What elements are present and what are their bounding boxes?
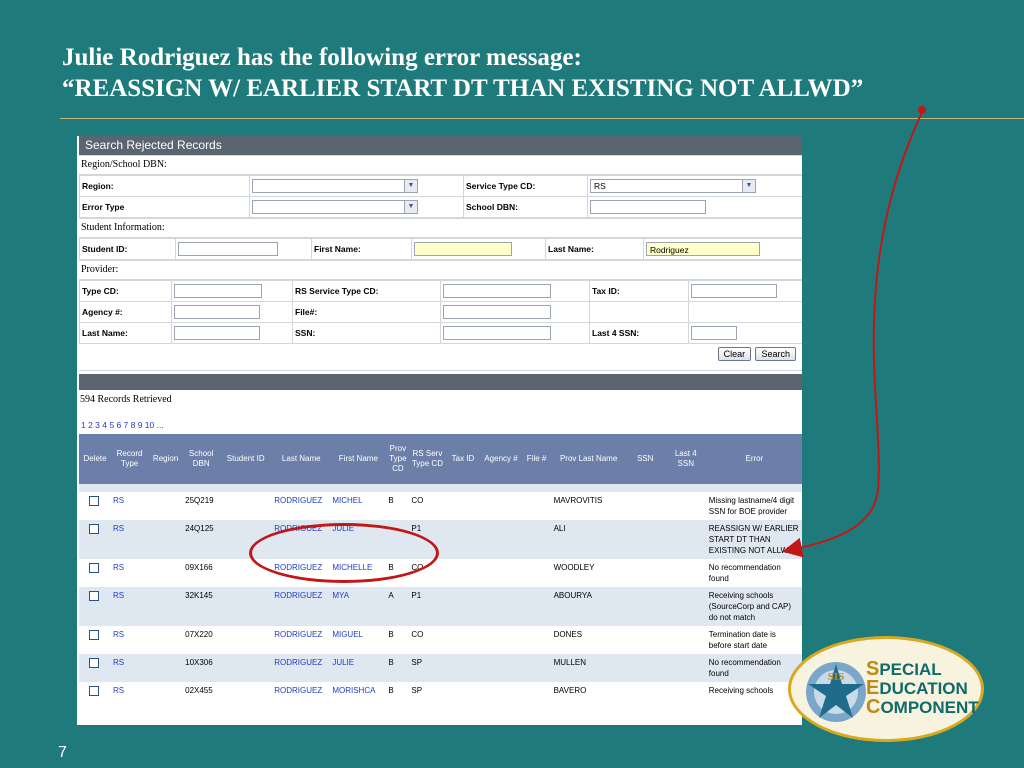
cell-error: Receiving schools <box>707 682 802 702</box>
student-id-input[interactable] <box>178 242 278 256</box>
column-header: File # <box>522 434 552 484</box>
chevron-down-icon: ▼ <box>404 180 417 192</box>
type-cd-input[interactable] <box>174 284 262 298</box>
cell-error: Missing lastname/4 digit SSN for BOE provider <box>707 492 802 520</box>
cell-last-name[interactable]: RODRIGUEZ <box>272 587 330 626</box>
cell-last4 <box>665 654 707 682</box>
delete-checkbox[interactable] <box>89 563 99 573</box>
cell-first-name[interactable]: MICHELLE <box>330 559 386 587</box>
arrow-origin-dot <box>918 106 926 114</box>
cell-ssn <box>626 559 665 587</box>
cell-record-type[interactable]: RS <box>111 682 148 702</box>
cell-region <box>148 587 183 626</box>
column-header: Prov Type CD <box>386 434 409 484</box>
cell-first-name[interactable]: MORISHCA <box>330 682 386 702</box>
cell-region <box>148 520 183 559</box>
cell-school-dbn: 07X220 <box>183 626 219 654</box>
results-divider-bar <box>79 374 802 390</box>
student-form <box>79 238 802 260</box>
delete-checkbox[interactable] <box>89 686 99 696</box>
cell-record-type[interactable]: RS <box>111 520 148 559</box>
cell-tax-id <box>445 520 480 559</box>
file-label: File#: <box>293 302 441 323</box>
column-header: SSN <box>626 434 665 484</box>
cell-student-id <box>219 587 272 626</box>
cell-agency <box>481 559 522 587</box>
chevron-down-icon: ▼ <box>742 180 755 192</box>
service-type-label: Service Type CD: <box>464 176 588 197</box>
cell-tax-id <box>445 626 480 654</box>
arrow-curve <box>790 112 922 550</box>
cell-ssn <box>626 682 665 702</box>
cell-file <box>522 626 552 654</box>
cell-agency <box>481 626 522 654</box>
student-id-label: Student ID: <box>80 239 176 260</box>
last-name-label: Last Name: <box>546 239 644 260</box>
column-header: Tax ID <box>445 434 480 484</box>
region-label: Region: <box>80 176 250 197</box>
first-name-input[interactable] <box>414 242 512 256</box>
search-button[interactable]: Search <box>755 347 796 361</box>
results-header-row <box>79 434 802 484</box>
cell-school-dbn: 32K145 <box>183 587 219 626</box>
last4-ssn-input[interactable] <box>691 326 737 340</box>
cell-last4 <box>665 587 707 626</box>
cell-file <box>522 520 552 559</box>
cell-rs-serv: P1 <box>409 587 445 626</box>
panel-title: Search Rejected Records <box>79 136 802 155</box>
type-cd-label: Type CD: <box>80 281 172 302</box>
cell-last4 <box>665 520 707 559</box>
cell-prov-last: ABOURYA <box>552 587 626 626</box>
cell-student-id <box>219 492 272 520</box>
agency-label: Agency #: <box>80 302 172 323</box>
service-type-select[interactable]: RS ▼ <box>590 179 756 193</box>
cell-first-name[interactable]: JULIE <box>330 520 386 559</box>
cell-prov-last: DONES <box>552 626 626 654</box>
cell-last-name[interactable]: RODRIGUEZ <box>272 520 330 559</box>
cell-student-id <box>219 654 272 682</box>
cell-agency <box>481 492 522 520</box>
button-row <box>79 344 802 371</box>
logo-wordmark: SPECIAL EDUCATION COMPONENT <box>866 658 979 718</box>
cell-prov-last: WOODLEY <box>552 559 626 587</box>
cell-record-type[interactable]: RS <box>111 559 148 587</box>
cell-tax-id <box>445 654 480 682</box>
star-emblem-icon <box>802 658 870 726</box>
table-row <box>79 492 802 520</box>
cell-ssn <box>626 492 665 520</box>
rs-service-type-label: RS Service Type CD: <box>293 281 441 302</box>
cell-agency <box>481 682 522 702</box>
cell-school-dbn: 09X166 <box>183 559 219 587</box>
first-name-label: First Name: <box>312 239 412 260</box>
cell-rs-serv: P1 <box>409 520 445 559</box>
table-row <box>79 654 802 682</box>
chevron-down-icon: ▼ <box>404 201 417 213</box>
column-header: Prov Last Name <box>552 434 626 484</box>
cell-tax-id <box>445 559 480 587</box>
cell-prov-last: MULLEN <box>552 654 626 682</box>
column-header: Region <box>148 434 183 484</box>
cell-region <box>148 492 183 520</box>
ssn-label: SSN: <box>293 323 441 344</box>
table-spacer-row <box>79 484 802 492</box>
cell-prov-type: B <box>386 682 409 702</box>
cell-tax-id <box>445 587 480 626</box>
student-section-label: Student Information: <box>79 218 802 238</box>
delete-checkbox[interactable] <box>89 658 99 668</box>
results-table <box>79 434 802 702</box>
cell-last4 <box>665 682 707 702</box>
cell-rs-serv: SP <box>409 682 445 702</box>
cell-region <box>148 626 183 654</box>
page-number: 7 <box>58 744 67 761</box>
highlight-ellipse <box>249 523 439 583</box>
slide-title-line-1: Julie Rodriguez has the following error message: <box>62 44 582 71</box>
cell-ssn <box>626 654 665 682</box>
cell-first-name[interactable]: JULIE <box>330 654 386 682</box>
cell-ssn <box>626 626 665 654</box>
column-header: First Name <box>330 434 386 484</box>
column-header: Delete <box>79 434 111 484</box>
error-type-select[interactable] <box>252 200 418 214</box>
cell-error: REASSIGN W/ EARLIER START DT THAN EXISTING NOT ALLWD <box>707 520 802 559</box>
cell-last-name[interactable]: RODRIGUEZ <box>272 654 330 682</box>
cell-school-dbn: 10X306 <box>183 654 219 682</box>
column-header: Last 4 SSN <box>665 434 707 484</box>
cell-record-type[interactable]: RS <box>111 626 148 654</box>
column-header: Student ID <box>219 434 272 484</box>
cell-tax-id <box>445 492 480 520</box>
column-header: Record Type <box>111 434 148 484</box>
cell-school-dbn: 24Q125 <box>183 520 219 559</box>
cell-prov-last: BAVERO <box>552 682 626 702</box>
provider-form <box>79 280 802 344</box>
sesis-logo <box>788 636 988 746</box>
cell-record-type[interactable]: RS <box>111 654 148 682</box>
slide-title-line-2: “REASSIGN W/ EARLIER START DT THAN EXISTING NOT ALLWD” <box>62 75 864 102</box>
records-retrieved: 594 Records Retrieved <box>80 394 172 405</box>
provider-last-name-input[interactable] <box>174 326 260 340</box>
delete-checkbox[interactable] <box>89 591 99 601</box>
region-select[interactable] <box>252 179 418 193</box>
cell-last-name[interactable]: RODRIGUEZ <box>272 626 330 654</box>
cell-file <box>522 587 552 626</box>
cell-region <box>148 654 183 682</box>
column-header: Agency # <box>481 434 522 484</box>
cell-region <box>148 682 183 702</box>
cell-rs-serv: CO <box>409 626 445 654</box>
cell-agency <box>481 587 522 626</box>
cell-error: No recommendation found <box>707 654 802 682</box>
table-row <box>79 587 802 626</box>
table-row <box>79 626 802 654</box>
cell-prov-type: B <box>386 626 409 654</box>
cell-region <box>148 559 183 587</box>
provider-last-name-label: Last Name: <box>80 323 172 344</box>
delete-checkbox[interactable] <box>89 524 99 534</box>
file-input[interactable] <box>443 305 551 319</box>
cell-rs-serv: CO <box>409 492 445 520</box>
cell-first-name[interactable]: MIGUEL <box>330 626 386 654</box>
cell-agency <box>481 654 522 682</box>
title-divider <box>60 118 1024 119</box>
last4-ssn-label: Last 4 SSN: <box>590 323 689 344</box>
cell-prov-last: ALI <box>552 520 626 559</box>
cell-prov-type: B <box>386 492 409 520</box>
ssn-input[interactable] <box>443 326 551 340</box>
agency-input[interactable] <box>174 305 260 319</box>
cell-rs-serv: SP <box>409 654 445 682</box>
last-name-input[interactable]: Rodriguez <box>646 242 760 256</box>
cell-record-type[interactable]: RS <box>111 587 148 626</box>
cell-tax-id <box>445 682 480 702</box>
delete-checkbox[interactable] <box>89 630 99 640</box>
cell-last4 <box>665 559 707 587</box>
rs-service-type-input[interactable] <box>443 284 551 298</box>
pagination[interactable]: 1 2 3 4 5 6 7 8 9 10 ... <box>81 420 164 430</box>
error-type-label: Error Type <box>80 197 250 218</box>
cell-prov-type: B <box>386 559 409 587</box>
cell-file <box>522 654 552 682</box>
region-form <box>79 175 802 218</box>
cell-student-id <box>219 682 272 702</box>
column-header: School DBN <box>183 434 219 484</box>
cell-last4 <box>665 626 707 654</box>
cell-prov-type: B <box>386 654 409 682</box>
cell-first-name[interactable]: MYA <box>330 587 386 626</box>
column-header: Last Name <box>272 434 330 484</box>
cell-error: Receiving schools (SourceCorp and CAP) do not match <box>707 587 802 626</box>
table-row <box>79 682 802 702</box>
cell-first-name[interactable]: MICHEL <box>330 492 386 520</box>
cell-ssn <box>626 587 665 626</box>
search-rejected-records-screenshot <box>77 136 802 725</box>
table-row <box>79 559 802 587</box>
svg-text:SIS: SIS <box>827 671 845 683</box>
cell-error: Termination date is before start date <box>707 626 802 654</box>
school-dbn-input[interactable] <box>590 200 706 214</box>
provider-section-label: Provider: <box>79 260 802 280</box>
cell-file <box>522 492 552 520</box>
cell-prov-last: MAVROVITIS <box>552 492 626 520</box>
table-row <box>79 520 802 559</box>
slide-title <box>62 42 962 104</box>
cell-file <box>522 559 552 587</box>
column-header: Error <box>707 434 802 484</box>
cell-school-dbn: 02X455 <box>183 682 219 702</box>
cell-ssn <box>626 520 665 559</box>
cell-school-dbn: 25Q219 <box>183 492 219 520</box>
clear-button[interactable]: Clear <box>718 347 752 361</box>
cell-student-id <box>219 626 272 654</box>
cell-last-name[interactable]: RODRIGUEZ <box>272 682 330 702</box>
region-section-label: Region/School DBN: <box>79 155 802 175</box>
tax-id-input[interactable] <box>691 284 777 298</box>
cell-last-name[interactable]: RODRIGUEZ <box>272 492 330 520</box>
delete-checkbox[interactable] <box>89 496 99 506</box>
cell-rs-serv: CO <box>409 559 445 587</box>
cell-error: No recommendation found <box>707 559 802 587</box>
cell-agency <box>481 520 522 559</box>
cell-file <box>522 682 552 702</box>
cell-last4 <box>665 492 707 520</box>
cell-prov-type: A <box>386 587 409 626</box>
cell-record-type[interactable]: RS <box>111 492 148 520</box>
tax-id-label: Tax ID: <box>590 281 689 302</box>
cell-last-name[interactable]: RODRIGUEZ <box>272 559 330 587</box>
column-header: RS Serv Type CD <box>409 434 445 484</box>
school-dbn-label: School DBN: <box>464 197 588 218</box>
